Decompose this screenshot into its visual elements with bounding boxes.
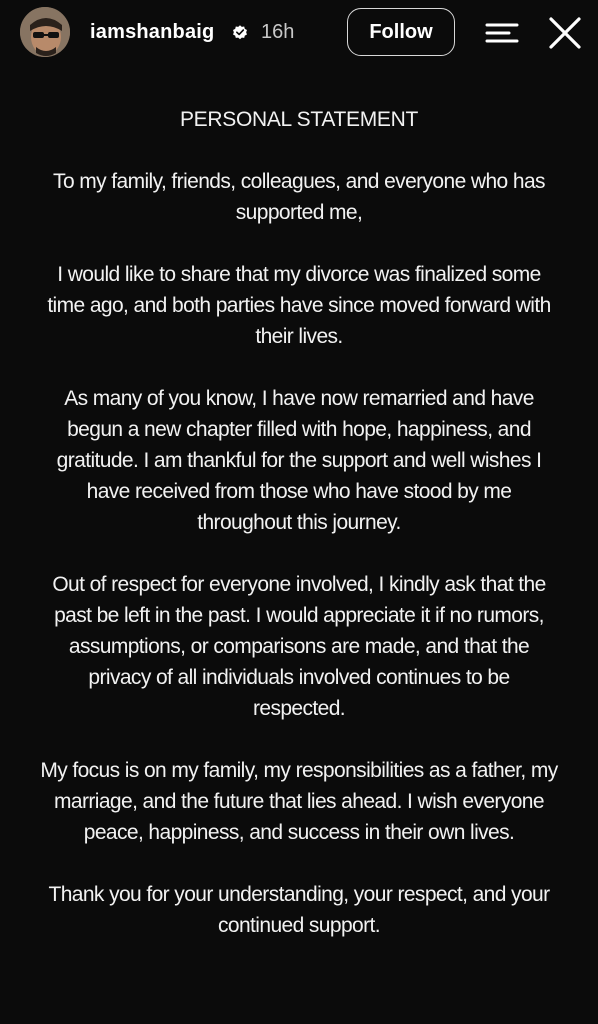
profile-avatar[interactable] (20, 7, 70, 57)
verified-badge-icon (231, 23, 249, 41)
statement-title: PERSONAL STATEMENT (179, 108, 419, 131)
follow-button[interactable]: Follow (347, 8, 455, 56)
avatar-image (20, 7, 70, 57)
close-icon[interactable] (548, 16, 582, 50)
statement-paragraph-1: To my family, friends, colleagues, and everyone who has supported me, (53, 170, 545, 224)
statement-paragraph-6: Thank you for your understanding, your respect, and your continued support. (48, 883, 550, 937)
statement-paragraph-5: My focus is on my family, my responsibilities as a father, my marriage, and the future that lies ahead. I wish everyone peace, happiness, and success in their own lives. (40, 759, 558, 844)
statement-paragraph-4: Out of respect for everyone involved, I kindly ask that the past be left in the past. I would appreciate it if no rumors, assumptions, or comparisons are made, and that the privacy of all individuals involved continues to be respected. (52, 573, 546, 720)
story-header (0, 0, 598, 66)
statement-text-block (40, 104, 558, 972)
menu-icon[interactable] (484, 20, 520, 46)
statement-paragraph-2: I would like to share that my divorce was finalized some time ago, and both parties have since moved forward with their lives. (47, 263, 551, 348)
statement-paragraph-3: As many of you know, I have now remarried and have begun a new chapter filled with hope, happiness, and gratitude. I am thankful for the support and well wishes I have received from those who have stood by me throughout this journey. (56, 387, 542, 534)
post-timestamp: 16h (261, 21, 295, 43)
username[interactable]: iamshanbaig (90, 21, 215, 43)
